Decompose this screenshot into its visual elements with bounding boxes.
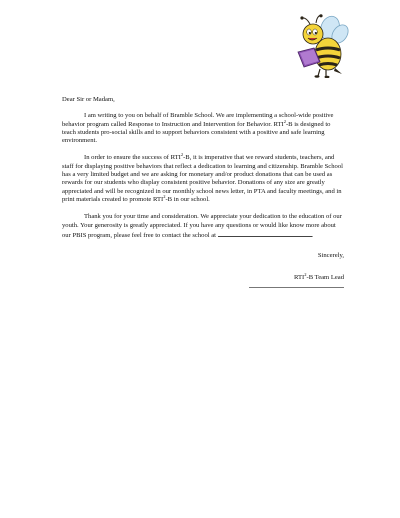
- paragraph-request: In order to ensure the success of RTI$^2$-B, it is imperative that we reward students, teachers, and staff for displaying positive behaviors that reflect a dedication to learning and citizenship. Bramble School has a very limited budget and we are asking for monetary and/or product donations that can be used as rewards for our students who display consistent positive behavior. Donations of any size are greatly appreciated and will be recognized in our monthly school news letter, in PTA and faculty meetings, and in print materials created to promote RTI$^2$-B in our school.: [62, 152, 343, 203]
- paragraph-intro: I am writing to you on behalf of Bramble School. We are implementing a school-wide positive behavior program called Response to Instruction and Intervention for Behavior. RTI$^2$-B is designed to teach students pro-social skills and to support behaviors consistent with a positive and safe learning environment.: [62, 112, 334, 145]
- signature-line: [249, 287, 344, 288]
- greeting: Dear Sir or Madam,: [62, 96, 115, 103]
- contact-blank-line[interactable]: [218, 230, 312, 237]
- bee-reading-book-icon: [290, 14, 352, 78]
- letter-body: [62, 96, 344, 288]
- paragraph-thanks: Thank you for your time and consideration. We appreciate your dedication to the education of our youth. Your generosity is greatly appreciated. If you have any questions or would like know more about our PBIS program, please feel free to contact the school at .: [62, 213, 342, 239]
- signer-title: RTI$^2$-B Team Lead: [294, 272, 344, 282]
- closing: Sincerely,: [317, 252, 344, 260]
